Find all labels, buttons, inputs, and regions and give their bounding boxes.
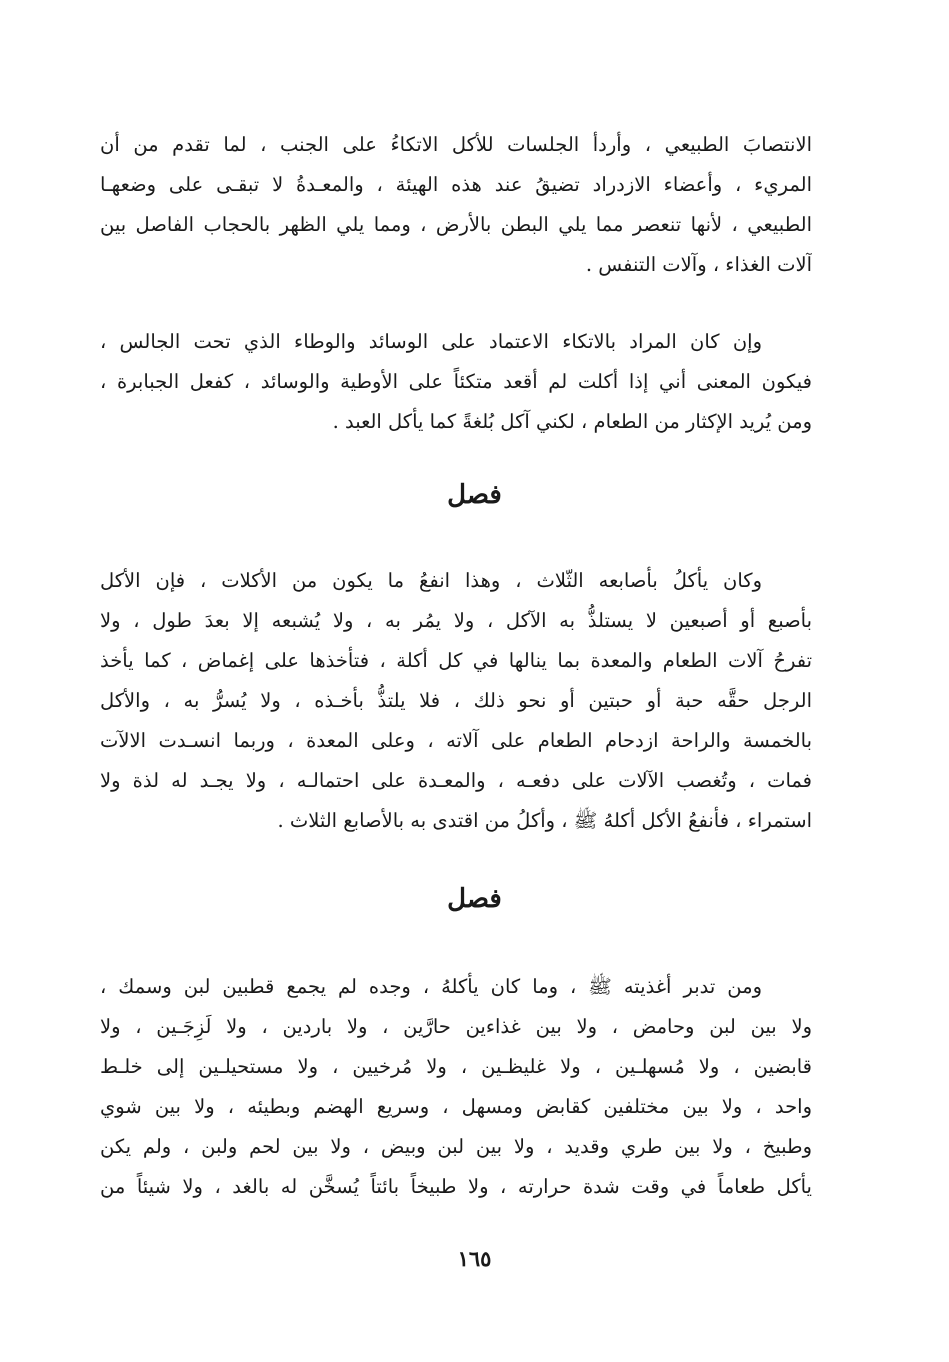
text-line: يأكل طعاماً في وقت شدة حرارته ، ولا طبيخاً بائتاً يُسخَّن له بالغد ، ولا شيئاً من <box>100 1175 812 1198</box>
text-line: بالخمسة والراحة ازدحام الطعام على آلاته ، وعلى المعدة ، وربما انسـدت الالآت <box>100 729 812 752</box>
text-line: فمات ، وتُغصب الآلات على دفعـه ، والمعـدة على احتمالـه ، ولا يجـد له لذة ولا <box>100 769 812 792</box>
text-line: بأصبع أو أصبعين لا يستلذُّ به الآكل ، ولا يمُر به ، ولا يُشبعه إلا بعدَ طول ، ولا <box>100 609 812 632</box>
text-line: الطبيعي ، لأنها تنعصر مما يلي البطن بالأرض ، ومما يلي الظهر بالحجاب الفاصل بين <box>100 213 812 236</box>
text-line: المريء ، وأعضاء الازدراد تضيقُ عند هذه الهيئة ، والمعـدةُ لا تبقـى على وضعهـا <box>100 173 812 196</box>
text-line: الانتصابَ الطبيعي ، وأردأ الجلسات للأكل الاتكاءُ على الجنب ، لما تقدم من أن <box>100 133 812 156</box>
text-line: واحد ، ولا بين مختلفين كقابض ومسهل ، وسريع الهضم وبطيئه ، ولا بين شوي <box>100 1095 812 1118</box>
section-heading: فصل <box>447 480 502 510</box>
text-line: ومن تدبر أغذيته ﷺ ، وما كان يأكلهُ ، وجده لم يجمع قطبين لبن وسمك ، <box>100 975 762 998</box>
text-line: آلات الغذاء ، وآلات التنفس . <box>585 253 812 276</box>
text-line: ولا بين لبن وحامض ، ولا بين غذاءين حارَّين ، ولا باردين ، ولا لَزِجَـين ، ولا <box>100 1015 812 1038</box>
text-line: وكان يأكلُ بأصابعه الثّلاث ، وهذا انفعُ ما يكون من الأكلات ، فإن الأكل <box>100 569 762 592</box>
text-line: وإن كان المراد بالاتكاء الاعتماد على الوسائد والوطاء الذي تحت الجالس ، <box>100 330 762 353</box>
page-number: ١٦٥ <box>457 1246 492 1271</box>
text-line: استمراء ، فأنفعُ الأكل أكلهُ ﷺ ، وأكلُ من اقتدى به بالأصابع الثلاث . <box>277 809 812 832</box>
text-line: فيكون المعنى أني إذا أكلت لم أقعد متكئاً على الأوطية والوسائد ، كفعل الجبابرة ، <box>100 370 812 393</box>
text-line: وطبيخ ، ولا بين طري وقديد ، ولا بين لبن وبيض ، ولا بين لحم ولبن ، ولم يكن <box>100 1135 812 1158</box>
text-line: الرجل حقَّه حبة أو حبتين أو نحو ذلك ، فلا يلتذُّ بأخـذه ، ولا يُسرُّ به ، والأكل <box>100 689 812 712</box>
text-line: قابضين ، ولا مُسهلـين ، ولا غليظـين ، ولا مُرخيين ، ولا مستحيلـين إلى خلـط <box>100 1055 812 1078</box>
text-line: ومن يُريد الإكثار من الطعام ، لكني آكل بُلغةً كما يأكل العبد . <box>332 410 812 433</box>
section-heading: فصل <box>447 884 502 914</box>
text-line: تفرحُ آلات الطعام والمعدة بما ينالها في كل أكلة ، فتأخذها على إغماض ، كما يأخذ <box>100 649 812 672</box>
